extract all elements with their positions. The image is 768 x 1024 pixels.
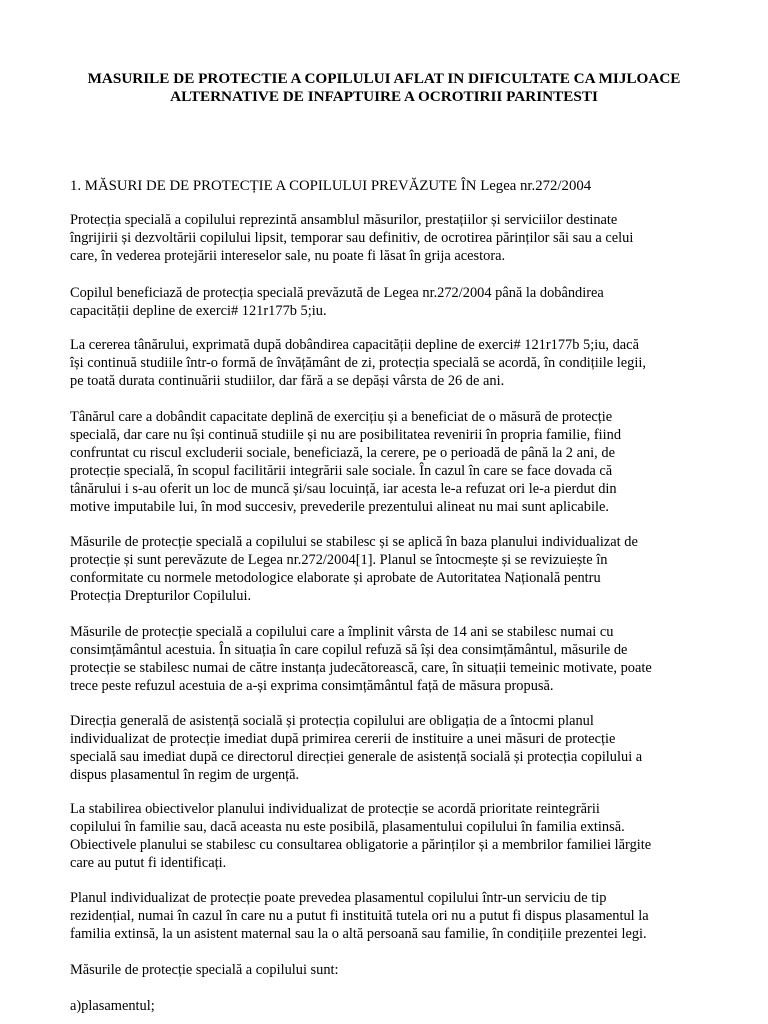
text-line: trece peste refuzul acestuia de a-și exprima consimțământul față de măsura propusă.: [70, 678, 554, 694]
text-line: care au putut fi identificați.: [70, 855, 227, 871]
text-line: specială, dar care nu își continuă studiile și nu are posibilitatea revenirii în propria familie, fiind: [70, 427, 622, 443]
text-line: familia extinsă, la un asistent maternal sau la o altă persoană sau familie, în condițiile prezentei legi.: [70, 926, 647, 942]
text-line: Copilul beneficiază de protecția specială prevăzută de Legea nr.272/2004 până la dobândirea: [70, 285, 604, 301]
text-line: care, în vederea protejării intereselor sale, nu poate fi lăsat în grija acestora.: [70, 248, 506, 264]
text-line: își continuă studiile într-o formă de învățământ de zi, protecția specială se acordă, în condițiile legii,: [70, 355, 646, 371]
paragraph: [70, 336, 720, 390]
text-line: dispus plasamentul în regim de urgență.: [70, 767, 300, 783]
text-line: a)plasamentul;: [70, 998, 155, 1014]
paragraph: [70, 889, 720, 943]
paragraph: [70, 211, 720, 265]
title-line: MASURILE DE PROTECTIE A COPILULUI AFLAT IN DIFICULTATE CA MIJLOACE: [87, 70, 681, 87]
text-line: Măsurile de protecție specială a copilului se stabilesc și se aplică în baza planului individualizat de: [70, 534, 638, 550]
paragraph: [70, 408, 720, 516]
text-line: specială sau imediat după ce directorul direcției generale de asistență socială și protecția copilului a: [70, 749, 643, 765]
text-line: copilului în familie sau, dacă aceasta nu este posibilă, plasamentului copilului în familia extinsă.: [70, 819, 625, 835]
text-line: motive imputabile lui, în mod succesiv, prevederile prezentului alineat nu mai sunt aplicabile.: [70, 499, 609, 515]
text-line: Tânărul care a dobândit capacitate deplină de exercițiu și a beneficiat de o măsură de protecție: [70, 409, 613, 425]
text-line: individualizat de protecție imediat după primirea cererii de instituire a unei măsuri de protecție: [70, 731, 616, 747]
text-line: Obiectivele planului se stabilesc cu consultarea obligatorie a părinților și a membrilor familiei lărgite: [70, 837, 652, 853]
text-line: Direcția generală de asistență socială și protecția copilului are obligația de a întocmi planul: [70, 713, 594, 729]
text-line: Protecția specială a copilului reprezintă ansamblul măsurilor, prestațiilor și serviciilor destinate: [70, 212, 618, 228]
text-line: protecție și sunt perevăzute de Legea nr.272/2004[1]. Planul se întocmește și se revizuiește în: [70, 552, 608, 568]
text-line: conformitate cu normele metodologice elaborate și aprobate de Autoritatea Națională pentru: [70, 570, 601, 586]
text-line: Măsurile de protecție specială a copilului sunt:: [70, 962, 339, 978]
text-line: confruntat cu riscul excluderii sociale, beneficiază, la cerere, pe o perioadă de până la 2 ani, de: [70, 445, 615, 461]
text-line: consimțământul acestuia. În situația în care copilul refuză să își dea consimțământul, măsurile de: [70, 642, 628, 658]
text-line: rezidențial, numai în cazul în care nu a putut fi instituită tutela ori nu a putut fi dispus plasamentul la: [70, 908, 649, 924]
paragraph: [70, 800, 720, 872]
text-line: tânărului i s-au oferit un loc de muncă și/sau locuință, iar acesta le-a refuzat ori le-a pierdut din: [70, 481, 617, 497]
text-line: capacității depline de exerci# 121r177b 5;iu.: [70, 303, 327, 319]
text-line: pe toată durata continuării studiilor, dar fără a se depăși vârsta de 26 de ani.: [70, 373, 505, 389]
text-line: La cererea tânărului, exprimată după dobândirea capacității depline de exerci# 121r177b 5;iu, dacă: [70, 337, 639, 353]
paragraph: [70, 961, 720, 979]
text-line: protecție se stabilesc numai de către instanța judecătorească, care, în situații temeinic motivate, poate: [70, 660, 652, 676]
paragraph: [70, 623, 720, 695]
text-line: Măsurile de protecție specială a copilului care a împlinit vârsta de 14 ani se stabilesc numai cu: [70, 624, 614, 640]
paragraph: [70, 284, 720, 320]
text-line: îngrijirii și dezvoltării copilului lipsit, temporar sau definitiv, de ocrotirea părinților săi sau a celui: [70, 230, 634, 246]
text-line: protecție specială, în scopul facilitării integrării sale sociale. În cazul în care se face dovada că: [70, 463, 613, 479]
title-line: ALTERNATIVE DE INFAPTUIRE A OCROTIRII PARINTESTI: [170, 88, 598, 105]
text-line: La stabilirea obiectivelor planului individualizat de protecție se acordă prioritate reintegrării: [70, 801, 600, 817]
document-title: [60, 70, 708, 106]
section-heading: 1. MĂSURI DE DE PROTECȚIE A COPILULUI PREVĂZUTE ÎN Legea nr.272/2004: [70, 178, 592, 194]
paragraph: [70, 712, 720, 784]
text-line: Protecția Drepturilor Copilului.: [70, 588, 252, 604]
paragraph: [70, 533, 720, 605]
paragraph: [70, 997, 720, 1015]
text-line: Planul individualizat de protecție poate prevedea plasamentul copilului într-un serviciu de tip: [70, 890, 607, 906]
